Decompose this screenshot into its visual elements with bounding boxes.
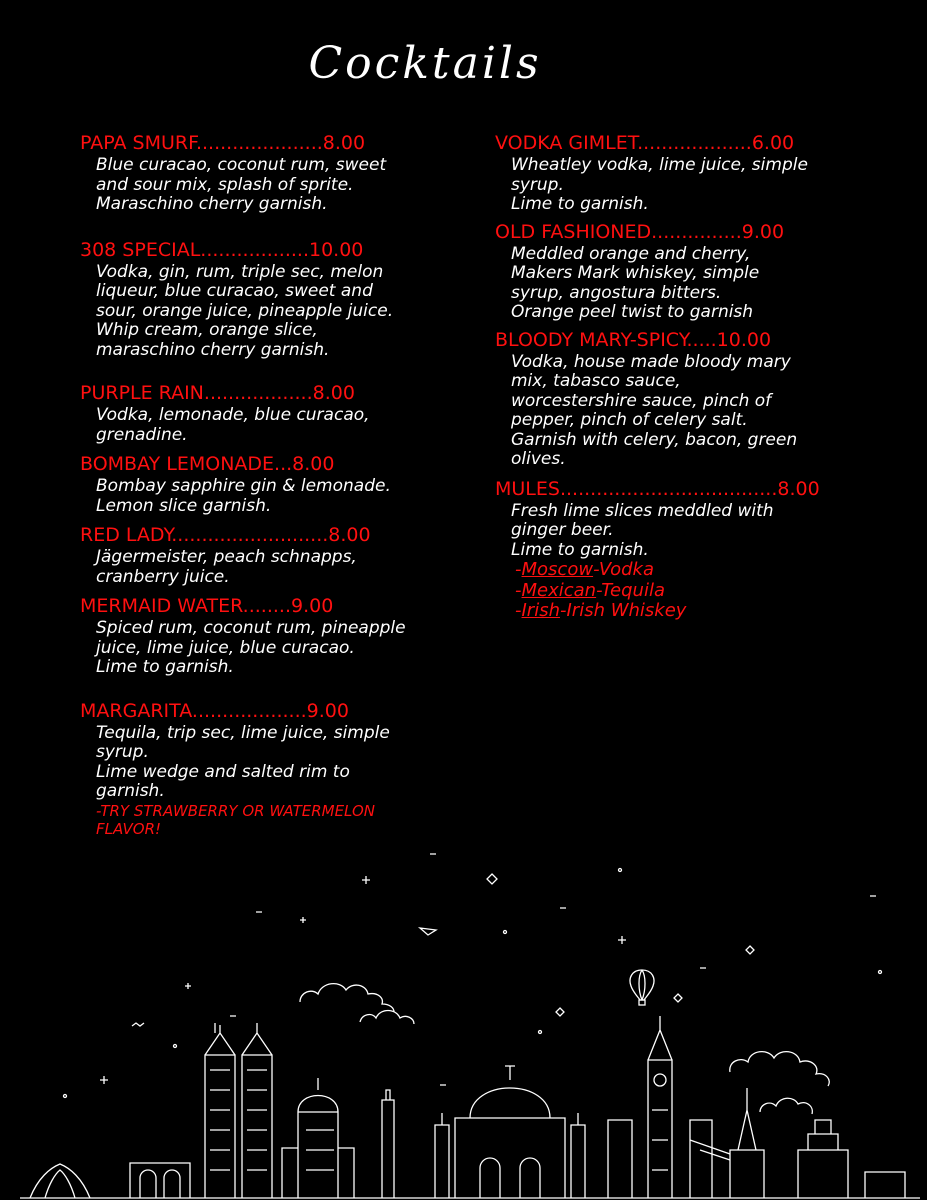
menu-item-old-fashioned: [495, 219, 855, 323]
right-column: [495, 130, 855, 622]
menu-item-308-special: [80, 237, 450, 361]
menu-item-margarita: [80, 698, 450, 838]
mule-variants: [495, 560, 855, 622]
menu-item-bombay-lemonade: [80, 451, 450, 516]
item-name: 308 SPECIAL..................10.00: [80, 238, 364, 261]
hot-air-balloon-icon: [630, 970, 654, 1005]
menu-item-papa-smurf: [80, 130, 450, 215]
menu-item-mules: [495, 476, 855, 622]
item-name: OLD FASHIONED...............9.00: [495, 220, 785, 243]
item-description: Vodka, gin, rum, triple sec, melon liqueur, blue curacao, sweet and sour, orange juice, pineapple juice. Whip cream, orange slice, maraschino cherry garnish.: [96, 261, 394, 360]
item-description: Fresh lime slices meddled with ginger beer. Lime to garnish.: [511, 500, 774, 560]
item-description: Tequila, trip sec, lime juice, simple syrup. Lime wedge and salted rim to garnish.: [96, 722, 390, 801]
item-description: Bombay sapphire gin & lemonade. Lemon slice garnish.: [96, 476, 391, 516]
item-description: Vodka, lemonade, blue curacao, grenadine.: [96, 405, 370, 445]
item-description: Meddled orange and cherry, Makers Mark whiskey, simple syrup, angostura bitters. Orange peel twist to garnish: [511, 243, 760, 322]
item-name: MULES....................................8.00: [495, 477, 820, 500]
item-description: Jägermeister, peach schnapps, cranberry juice.: [96, 547, 357, 587]
left-column: [80, 130, 450, 838]
flavor-note: -TRY STRAWBERRY OR WATERMELON FLAVOR!: [96, 801, 375, 838]
menu-item-vodka-gimlet: [495, 130, 855, 215]
item-name: BOMBAY LEMONADE...8.00: [80, 453, 335, 475]
menu-item-red-lady: [80, 522, 450, 587]
item-name: PURPLE RAIN..................8.00: [80, 382, 355, 404]
mule-variant-irish: -Irish-Irish Whiskey: [515, 600, 687, 621]
buildings-icon: [30, 1016, 905, 1198]
item-description: Spiced rum, coconut rum, pineapple juice, lime juice, blue curacao. Lime to garnish.: [96, 618, 406, 677]
clouds-icon: [300, 984, 829, 1114]
sky-decorations-icon: [64, 854, 882, 1098]
item-name: BLOODY MARY-SPICY.....10.00: [495, 328, 772, 351]
item-name: MERMAID WATER........9.00: [80, 595, 334, 617]
page-title: Cocktails: [308, 38, 542, 89]
item-description: Wheatley vodka, lime juice, simple syrup. Lime to garnish.: [511, 155, 808, 214]
item-name: RED LADY..........................8.00: [80, 524, 371, 546]
item-description: Vodka, house made bloody mary mix, tabasco sauce, worcestershire sauce, pinch of pepper, pinch of celery salt. Garnish with celery, bacon, green olives.: [511, 351, 798, 469]
item-name: PAPA SMURF.....................8.00: [80, 132, 366, 154]
item-description: Blue curacao, coconut rum, sweet and sour mix, splash of sprite. Maraschino cherry garnish.: [96, 155, 387, 214]
item-name: MARGARITA...................9.00: [80, 699, 349, 722]
item-name: VODKA GIMLET...................6.00: [495, 132, 795, 154]
mule-variant-moscow: -Moscow-Vodka: [515, 559, 654, 580]
menu-item-purple-rain: [80, 380, 450, 445]
mule-variant-mexican: -Mexican-Tequila: [515, 579, 665, 601]
city-skyline-illustration: [0, 850, 927, 1200]
menu-item-bloody-mary-spicy: [495, 327, 855, 470]
menu-item-mermaid-water: [80, 593, 450, 678]
